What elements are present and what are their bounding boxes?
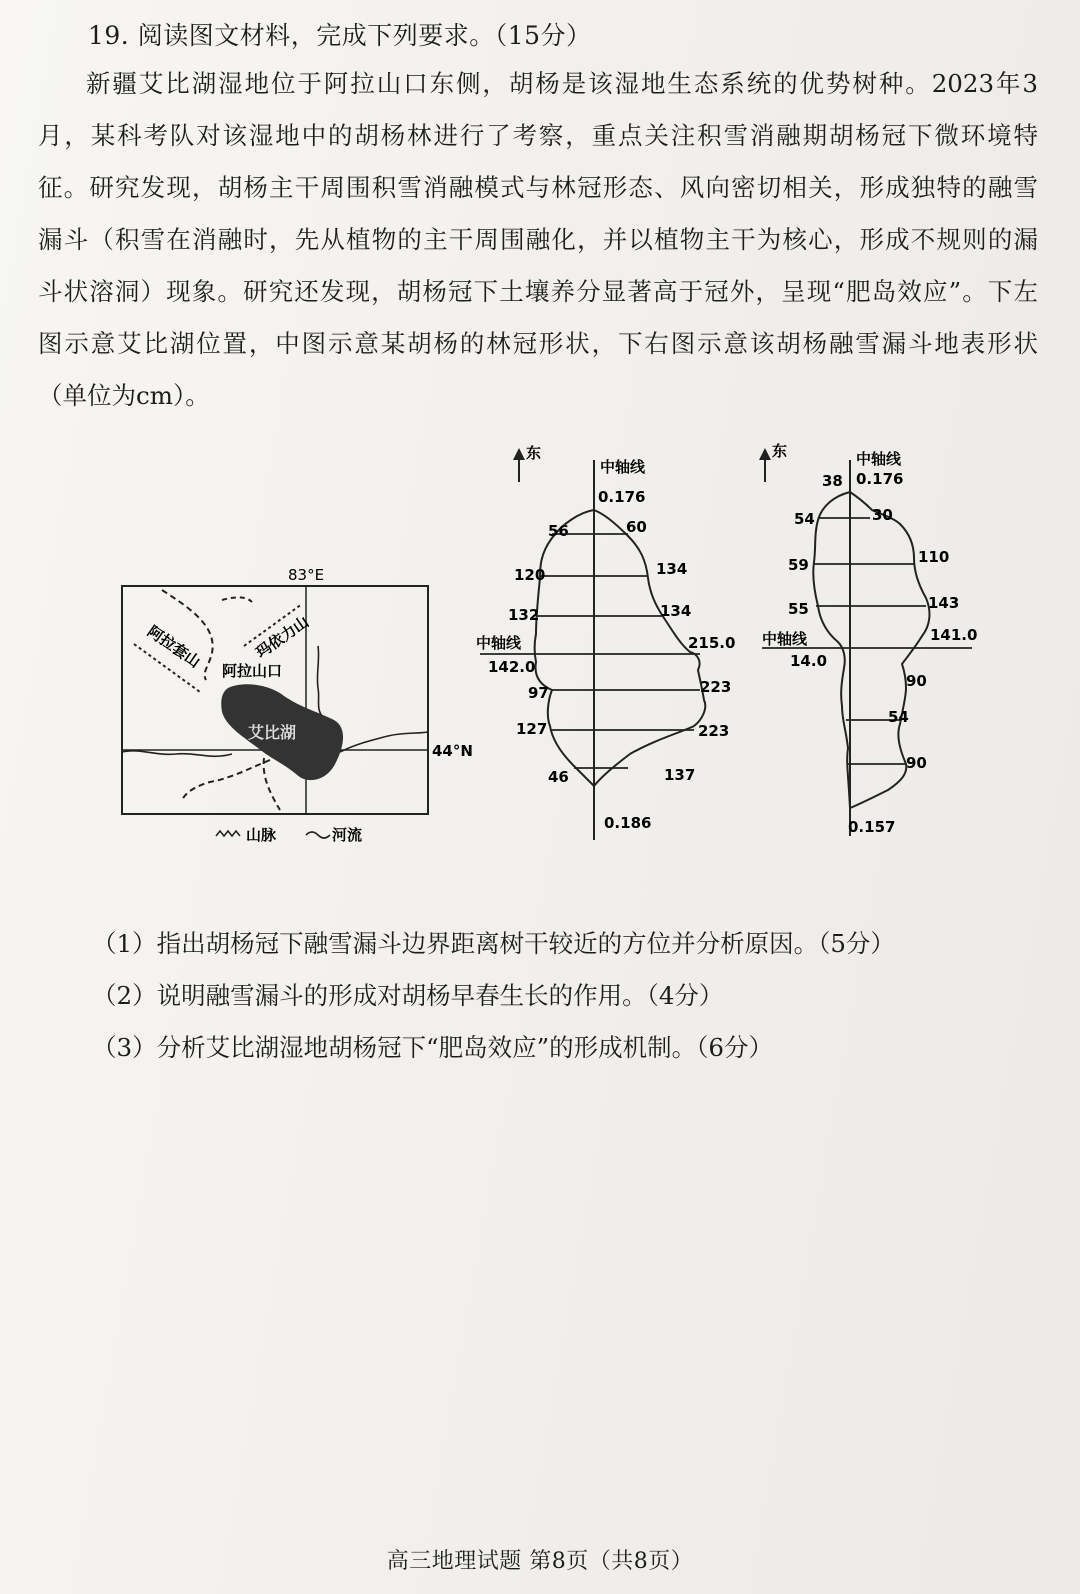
- sub-question-1: （1）指出胡杨冠下融雪漏斗边界距离树干较近的方位并分析原因。（5分）: [92, 929, 895, 958]
- funnel-right-value: 30: [872, 506, 893, 524]
- location-map: [122, 566, 473, 844]
- legend-river-label: 河流: [332, 826, 363, 844]
- canopy-east-label: 东: [526, 444, 542, 462]
- pass-label: 阿拉山口: [222, 662, 283, 680]
- funnel-left-value: 55: [788, 600, 809, 618]
- canopy-diagram: [476, 444, 735, 840]
- canopy-left-value: 132: [508, 606, 540, 624]
- mountain-legend-icon: [216, 831, 240, 836]
- arrow-head-icon: [513, 448, 525, 460]
- canopy-right-value: 223: [700, 678, 732, 696]
- sub-question-3: （3）分析艾比湖湿地胡杨冠下“肥岛效应”的形成机制。（6分）: [92, 1033, 773, 1062]
- page-footer: 高三地理试题 第8页（共8页）: [386, 1549, 694, 1574]
- figure-svg: [0, 430, 1080, 870]
- funnel-right-value: 143: [928, 594, 960, 612]
- lake-label: 艾比湖: [248, 723, 297, 742]
- meridian-label: 83°E: [288, 566, 325, 584]
- canopy-axis-label-top: 中轴线: [600, 458, 646, 476]
- question-title: 19. 阅读图文材料，完成下列要求。（15分）: [88, 21, 592, 50]
- sub-question-2: （2）说明融雪漏斗的形成对胡杨早春生长的作用。（4分）: [92, 981, 724, 1010]
- boundary-line: [222, 597, 252, 602]
- paragraph-line: 新疆艾比湖湿地位于阿拉山口东侧，胡杨是该湿地生态系统的优势树种。2023年3: [86, 69, 1038, 98]
- funnel-left-value: 14.0: [790, 652, 828, 670]
- paragraph-line: （单位为cm）。: [38, 381, 210, 410]
- mountain-label-mayili: 玛依力山: [252, 612, 313, 662]
- funnel-diagram: [759, 442, 977, 836]
- legend-mountain-label: 山脉: [246, 826, 277, 844]
- canopy-axis-label-side: 中轴线: [476, 634, 522, 652]
- canopy-right-value: 215.0: [688, 634, 736, 652]
- canopy-right-value: 60: [626, 518, 647, 536]
- map-legend: [216, 826, 362, 844]
- figures: [0, 430, 1080, 870]
- funnel-left-value: 38: [822, 472, 843, 490]
- mountain-label-alatau: 阿拉套山: [144, 622, 204, 672]
- canopy-right-value: 137: [664, 766, 696, 784]
- canopy-left-value: 56: [548, 522, 569, 540]
- paragraph-line: 月，某科考队对该湿地中的胡杨林进行了考察，重点关注积雪消融期胡杨冠下微环境特: [38, 121, 1038, 150]
- funnel-bottom-value: 0.157: [848, 818, 896, 836]
- funnel-right-value: 141.0: [930, 626, 978, 644]
- canopy-left-value: 127: [516, 720, 548, 738]
- river-legend-icon: [306, 832, 330, 838]
- canopy-outline: [535, 510, 706, 786]
- paragraph-line: 漏斗（积雪在消融时，先从植物的主干周围融化，并以植物主干为核心，形成不规则的漏: [38, 225, 1038, 254]
- boundary-line: [264, 758, 280, 810]
- funnel-axis-label-top: 中轴线: [856, 450, 902, 468]
- funnel-left-value: 59: [788, 556, 809, 574]
- funnel-right-value: 90: [906, 672, 927, 690]
- canopy-bottom-value: 0.186: [604, 814, 652, 832]
- canopy-left-value: 142.0: [488, 658, 536, 676]
- paragraph-line: 斗状溶洞）现象。研究还发现，胡杨冠下土壤养分显著高于冠外，呈现“肥岛效应”。下左: [38, 277, 1038, 306]
- material-paragraph: [38, 58, 1038, 422]
- funnel-left-value: 54: [794, 510, 815, 528]
- funnel-axis-label-side: 中轴线: [762, 630, 808, 648]
- funnel-right-value: 54: [888, 708, 909, 726]
- boundary-line: [182, 760, 270, 800]
- arrow-head-icon: [759, 448, 771, 460]
- funnel-right-value: 90: [906, 754, 927, 772]
- canopy-right-value: 134: [656, 560, 688, 578]
- canopy-left-value: 120: [514, 566, 546, 584]
- paragraph-line: 图示意艾比湖位置，中图示意某胡杨的林冠形状，下右图示意该胡杨融雪漏斗地表形状: [38, 329, 1038, 358]
- paragraph-line: 征。研究发现，胡杨主干周围积雪消融模式与林冠形态、风向密切相关，形成独特的融雪: [38, 173, 1038, 202]
- canopy-top-value: 0.176: [598, 488, 646, 506]
- funnel-top-value: 0.176: [856, 470, 904, 488]
- funnel-right-value: 110: [918, 548, 950, 566]
- parallel-label: 44°N: [432, 742, 473, 760]
- canopy-left-value: 46: [548, 768, 569, 786]
- canopy-right-value: 134: [660, 602, 692, 620]
- canopy-left-value: 97: [528, 684, 549, 702]
- sub-questions: [92, 918, 895, 1074]
- canopy-right-value: 223: [698, 722, 730, 740]
- funnel-east-label: 东: [772, 442, 788, 460]
